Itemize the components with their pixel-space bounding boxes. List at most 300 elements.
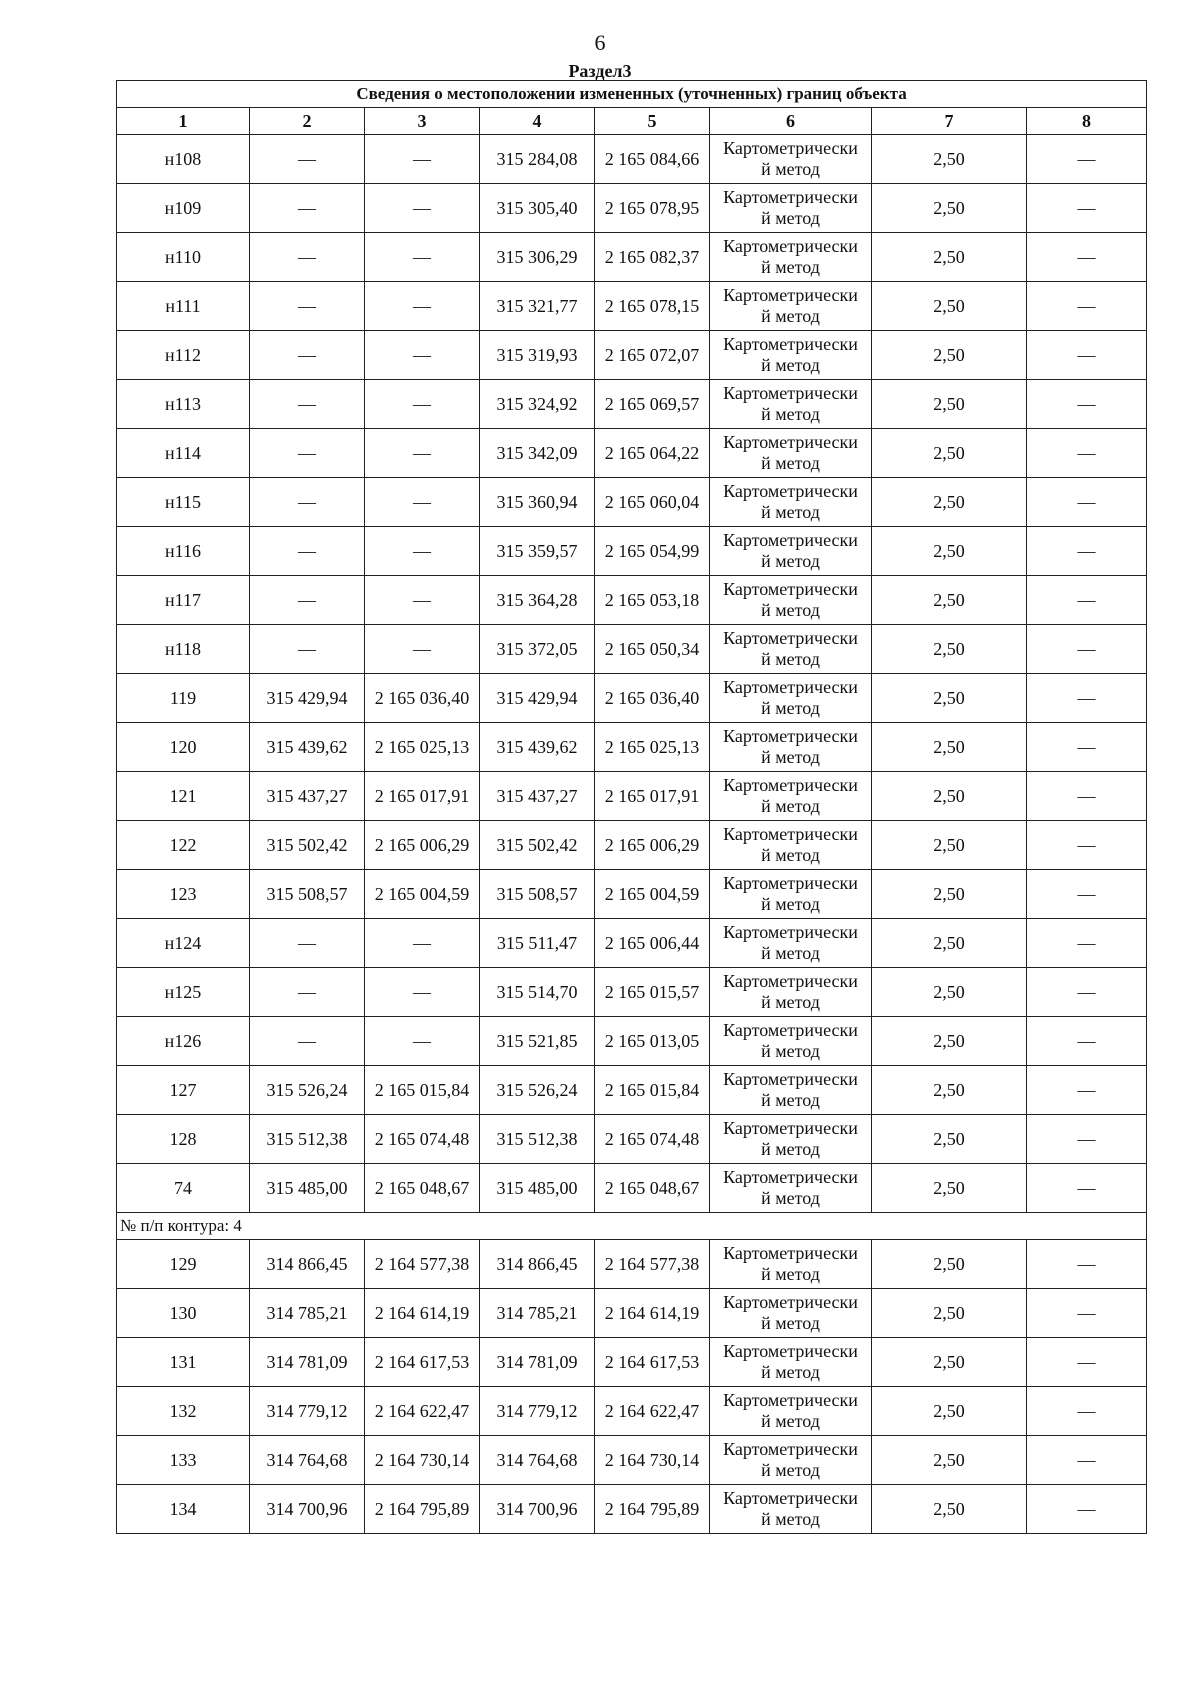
cell-col-8: —: [1027, 723, 1147, 772]
cell-col-2: 315 526,24: [250, 1066, 365, 1115]
table-row: [117, 233, 1147, 282]
cell-col-3: —: [365, 1017, 480, 1066]
page-number: 6: [594, 30, 606, 55]
cell-col-8: —: [1027, 331, 1147, 380]
cell-col-7: 2,50: [872, 821, 1027, 870]
cell-col-4: 315 306,29: [480, 233, 595, 282]
cell-col-5: 2 165 015,84: [595, 1066, 710, 1115]
cell-col-7: 2,50: [872, 135, 1027, 184]
cell-col-1: 123: [117, 870, 250, 919]
cell-col-5: 2 164 577,38: [595, 1240, 710, 1289]
cell-col-6: [710, 919, 872, 968]
cell-col-3: 2 165 015,84: [365, 1066, 480, 1115]
cell-col-3: —: [365, 331, 480, 380]
cell-col-2: —: [250, 527, 365, 576]
cell-col-1: н113: [117, 380, 250, 429]
method-line-2: й метод: [761, 1460, 820, 1480]
cell-col-3: 2 164 577,38: [365, 1240, 480, 1289]
method-line-1: Картометрически: [723, 922, 858, 942]
table-row: [117, 919, 1147, 968]
cell-col-2: 315 429,94: [250, 674, 365, 723]
cell-col-4: 315 511,47: [480, 919, 595, 968]
cell-col-3: 2 165 074,48: [365, 1115, 480, 1164]
cell-col-6: [710, 1387, 872, 1436]
method-line-2: й метод: [761, 404, 820, 424]
cell-col-4: 315 439,62: [480, 723, 595, 772]
cell-col-1: 120: [117, 723, 250, 772]
column-header-4: 4: [480, 108, 595, 135]
table-row: [117, 821, 1147, 870]
cell-col-2: —: [250, 135, 365, 184]
cell-col-5: 2 165 025,13: [595, 723, 710, 772]
cell-col-4: 315 521,85: [480, 1017, 595, 1066]
method-line-2: й метод: [761, 257, 820, 277]
cell-col-3: —: [365, 135, 480, 184]
table-row: [117, 429, 1147, 478]
cell-col-4: 315 429,94: [480, 674, 595, 723]
cell-col-5: 2 165 054,99: [595, 527, 710, 576]
cell-col-1: н126: [117, 1017, 250, 1066]
cell-col-5: 2 165 036,40: [595, 674, 710, 723]
cell-col-2: —: [250, 331, 365, 380]
cell-col-7: 2,50: [872, 674, 1027, 723]
cell-col-5: 2 165 060,04: [595, 478, 710, 527]
cell-col-1: н112: [117, 331, 250, 380]
cell-col-6: [710, 1240, 872, 1289]
cell-col-8: —: [1027, 625, 1147, 674]
contour-row: [117, 1213, 1147, 1240]
cell-col-8: —: [1027, 1387, 1147, 1436]
cell-col-8: —: [1027, 870, 1147, 919]
cell-col-7: 2,50: [872, 1485, 1027, 1534]
cell-col-6: [710, 380, 872, 429]
cell-col-8: —: [1027, 233, 1147, 282]
cell-col-2: 314 779,12: [250, 1387, 365, 1436]
cell-col-2: —: [250, 478, 365, 527]
method-line-2: й метод: [761, 698, 820, 718]
cell-col-7: 2,50: [872, 968, 1027, 1017]
cell-col-7: 2,50: [872, 1066, 1027, 1115]
cell-col-1: 119: [117, 674, 250, 723]
method-line-1: Картометрически: [723, 138, 858, 158]
cell-col-7: 2,50: [872, 576, 1027, 625]
cell-col-4: 315 512,38: [480, 1115, 595, 1164]
cell-col-7: 2,50: [872, 625, 1027, 674]
column-header-1: 1: [117, 108, 250, 135]
cell-col-7: 2,50: [872, 870, 1027, 919]
table-row: [117, 723, 1147, 772]
cell-col-3: 2 164 622,47: [365, 1387, 480, 1436]
cell-col-7: 2,50: [872, 1436, 1027, 1485]
table-row: [117, 1338, 1147, 1387]
cell-col-5: 2 165 064,22: [595, 429, 710, 478]
method-line-2: й метод: [761, 1313, 820, 1333]
method-line-1: Картометрически: [723, 1020, 858, 1040]
method-line-2: й метод: [761, 306, 820, 326]
cell-col-4: 315 526,24: [480, 1066, 595, 1115]
cell-col-3: —: [365, 282, 480, 331]
cell-col-3: 2 164 795,89: [365, 1485, 480, 1534]
cell-col-7: 2,50: [872, 723, 1027, 772]
cell-col-4: 315 508,57: [480, 870, 595, 919]
cell-col-1: н114: [117, 429, 250, 478]
cell-col-4: 315 319,93: [480, 331, 595, 380]
method-line-2: й метод: [761, 551, 820, 571]
method-line-1: Картометрически: [723, 1167, 858, 1187]
cell-col-8: —: [1027, 1115, 1147, 1164]
cell-col-8: —: [1027, 576, 1147, 625]
cell-col-3: —: [365, 527, 480, 576]
cell-col-1: 133: [117, 1436, 250, 1485]
cell-col-8: —: [1027, 1066, 1147, 1115]
cell-col-6: [710, 1017, 872, 1066]
cell-col-1: 132: [117, 1387, 250, 1436]
cell-col-3: 2 165 017,91: [365, 772, 480, 821]
method-line-1: Картометрически: [723, 824, 858, 844]
cell-col-1: н117: [117, 576, 250, 625]
method-line-2: й метод: [761, 845, 820, 865]
method-line-1: Картометрически: [723, 383, 858, 403]
cell-col-8: —: [1027, 1240, 1147, 1289]
cell-col-3: 2 164 617,53: [365, 1338, 480, 1387]
cell-col-4: 315 437,27: [480, 772, 595, 821]
cell-col-8: —: [1027, 282, 1147, 331]
table-row: [117, 135, 1147, 184]
method-line-1: Картометрически: [723, 677, 858, 697]
method-line-2: й метод: [761, 159, 820, 179]
cell-col-6: [710, 282, 872, 331]
cell-col-7: 2,50: [872, 233, 1027, 282]
method-line-2: й метод: [761, 453, 820, 473]
cell-col-6: [710, 1289, 872, 1338]
cell-col-1: н124: [117, 919, 250, 968]
cell-col-8: —: [1027, 135, 1147, 184]
cell-col-6: [710, 184, 872, 233]
cell-col-5: 2 165 004,59: [595, 870, 710, 919]
method-line-2: й метод: [761, 600, 820, 620]
method-line-2: й метод: [761, 894, 820, 914]
cell-col-1: н110: [117, 233, 250, 282]
cell-col-8: —: [1027, 478, 1147, 527]
column-header-5: 5: [595, 108, 710, 135]
table-row: [117, 1485, 1147, 1534]
cell-col-8: —: [1027, 674, 1147, 723]
method-line-2: й метод: [761, 355, 820, 375]
cell-col-4: 314 779,12: [480, 1387, 595, 1436]
cell-col-8: —: [1027, 772, 1147, 821]
method-line-2: й метод: [761, 208, 820, 228]
cell-col-4: 315 372,05: [480, 625, 595, 674]
cell-col-2: 314 781,09: [250, 1338, 365, 1387]
cell-col-4: 315 502,42: [480, 821, 595, 870]
cell-col-6: [710, 429, 872, 478]
cell-col-4: 314 781,09: [480, 1338, 595, 1387]
cell-col-5: 2 165 078,15: [595, 282, 710, 331]
table-row: [117, 331, 1147, 380]
cell-col-7: 2,50: [872, 184, 1027, 233]
method-line-2: й метод: [761, 943, 820, 963]
cell-col-4: 315 321,77: [480, 282, 595, 331]
table-row: [117, 1164, 1147, 1213]
cell-col-2: —: [250, 429, 365, 478]
cell-col-1: 131: [117, 1338, 250, 1387]
cell-col-2: —: [250, 184, 365, 233]
table-row: [117, 968, 1147, 1017]
cell-col-7: 2,50: [872, 919, 1027, 968]
method-line-2: й метод: [761, 747, 820, 767]
cell-col-6: [710, 233, 872, 282]
contour-label: № п/п контура: 4: [117, 1213, 1147, 1240]
cell-col-1: н115: [117, 478, 250, 527]
cell-col-5: 2 165 048,67: [595, 1164, 710, 1213]
method-line-1: Картометрически: [723, 1243, 858, 1263]
cell-col-8: —: [1027, 184, 1147, 233]
cell-col-7: 2,50: [872, 1164, 1027, 1213]
cell-col-1: н118: [117, 625, 250, 674]
cell-col-5: 2 165 050,34: [595, 625, 710, 674]
cell-col-3: 2 165 036,40: [365, 674, 480, 723]
cell-col-2: —: [250, 1017, 365, 1066]
cell-col-2: 314 866,45: [250, 1240, 365, 1289]
column-header-6: 6: [710, 108, 872, 135]
cell-col-5: 2 164 614,19: [595, 1289, 710, 1338]
cell-col-8: —: [1027, 1338, 1147, 1387]
cell-col-8: —: [1027, 821, 1147, 870]
cell-col-6: [710, 870, 872, 919]
cell-col-2: 315 502,42: [250, 821, 365, 870]
cell-col-5: 2 165 015,57: [595, 968, 710, 1017]
method-line-1: Картометрически: [723, 726, 858, 746]
cell-col-4: 315 514,70: [480, 968, 595, 1017]
method-line-2: й метод: [761, 1509, 820, 1529]
method-line-2: й метод: [761, 502, 820, 522]
method-line-1: Картометрически: [723, 873, 858, 893]
cell-col-6: [710, 1436, 872, 1485]
section-title: Раздел3: [568, 61, 632, 81]
cell-col-8: —: [1027, 968, 1147, 1017]
cell-col-1: н111: [117, 282, 250, 331]
cell-col-7: 2,50: [872, 1017, 1027, 1066]
cell-col-2: 315 485,00: [250, 1164, 365, 1213]
cell-col-1: 121: [117, 772, 250, 821]
table-row: [117, 625, 1147, 674]
cell-col-2: —: [250, 233, 365, 282]
cell-col-8: —: [1027, 1485, 1147, 1534]
cell-col-1: 128: [117, 1115, 250, 1164]
cell-col-7: 2,50: [872, 772, 1027, 821]
cell-col-7: 2,50: [872, 331, 1027, 380]
method-line-2: й метод: [761, 1090, 820, 1110]
cell-col-5: 2 165 074,48: [595, 1115, 710, 1164]
cell-col-3: —: [365, 184, 480, 233]
cell-col-4: 315 360,94: [480, 478, 595, 527]
cell-col-2: —: [250, 919, 365, 968]
cell-col-1: 122: [117, 821, 250, 870]
method-line-2: й метод: [761, 1411, 820, 1431]
cell-col-6: [710, 674, 872, 723]
cell-col-2: —: [250, 968, 365, 1017]
cell-col-7: 2,50: [872, 1115, 1027, 1164]
method-line-2: й метод: [761, 1264, 820, 1284]
method-line-2: й метод: [761, 796, 820, 816]
column-header-8: 8: [1027, 108, 1147, 135]
cell-col-4: 315 359,57: [480, 527, 595, 576]
cell-col-4: 315 324,92: [480, 380, 595, 429]
table-row: [117, 527, 1147, 576]
method-line-1: Картометрически: [723, 628, 858, 648]
cell-col-3: —: [365, 576, 480, 625]
method-line-2: й метод: [761, 649, 820, 669]
method-line-1: Картометрически: [723, 1341, 858, 1361]
column-header-3: 3: [365, 108, 480, 135]
cell-col-5: 2 165 084,66: [595, 135, 710, 184]
cell-col-6: [710, 135, 872, 184]
cell-col-3: —: [365, 478, 480, 527]
cell-col-6: [710, 576, 872, 625]
cell-col-6: [710, 1115, 872, 1164]
method-line-2: й метод: [761, 1139, 820, 1159]
cell-col-6: [710, 723, 872, 772]
cell-col-3: —: [365, 429, 480, 478]
table-row: [117, 282, 1147, 331]
method-line-1: Картометрически: [723, 1118, 858, 1138]
cell-col-6: [710, 527, 872, 576]
cell-col-7: 2,50: [872, 527, 1027, 576]
method-line-2: й метод: [761, 1362, 820, 1382]
method-line-2: й метод: [761, 1188, 820, 1208]
cell-col-1: 134: [117, 1485, 250, 1534]
coordinates-table: [116, 80, 1147, 1534]
cell-col-7: 2,50: [872, 1289, 1027, 1338]
cell-col-3: 2 164 730,14: [365, 1436, 480, 1485]
table-row: [117, 184, 1147, 233]
cell-col-2: 315 508,57: [250, 870, 365, 919]
method-line-2: й метод: [761, 1041, 820, 1061]
method-line-1: Картометрически: [723, 971, 858, 991]
cell-col-5: 2 165 013,05: [595, 1017, 710, 1066]
cell-col-4: 314 785,21: [480, 1289, 595, 1338]
table-row: [117, 674, 1147, 723]
cell-col-5: 2 164 795,89: [595, 1485, 710, 1534]
cell-col-6: [710, 1338, 872, 1387]
cell-col-3: —: [365, 233, 480, 282]
table-row: [117, 576, 1147, 625]
column-header-row: [117, 108, 1147, 135]
cell-col-5: 2 164 622,47: [595, 1387, 710, 1436]
table-row: [117, 1289, 1147, 1338]
column-header-2: 2: [250, 108, 365, 135]
method-line-1: Картометрически: [723, 1439, 858, 1459]
method-line-1: Картометрически: [723, 481, 858, 501]
column-header-7: 7: [872, 108, 1027, 135]
method-line-2: й метод: [761, 992, 820, 1012]
cell-col-3: 2 165 048,67: [365, 1164, 480, 1213]
cell-col-4: 315 284,08: [480, 135, 595, 184]
method-line-1: Картометрически: [723, 432, 858, 452]
cell-col-5: 2 165 053,18: [595, 576, 710, 625]
table-row: [117, 1436, 1147, 1485]
method-line-1: Картометрически: [723, 334, 858, 354]
cell-col-3: —: [365, 625, 480, 674]
cell-col-6: [710, 625, 872, 674]
table-row: [117, 478, 1147, 527]
cell-col-7: 2,50: [872, 478, 1027, 527]
cell-col-4: 315 485,00: [480, 1164, 595, 1213]
method-line-1: Картометрически: [723, 1069, 858, 1089]
cell-col-5: 2 164 617,53: [595, 1338, 710, 1387]
cell-col-7: 2,50: [872, 380, 1027, 429]
cell-col-6: [710, 968, 872, 1017]
cell-col-8: —: [1027, 380, 1147, 429]
cell-col-2: 315 512,38: [250, 1115, 365, 1164]
table-row: [117, 870, 1147, 919]
cell-col-6: [710, 1485, 872, 1534]
method-line-1: Картометрически: [723, 530, 858, 550]
table-row: [117, 1115, 1147, 1164]
cell-col-3: —: [365, 380, 480, 429]
cell-col-3: 2 165 004,59: [365, 870, 480, 919]
method-line-1: Картометрически: [723, 775, 858, 795]
cell-col-5: 2 165 006,29: [595, 821, 710, 870]
cell-col-1: н116: [117, 527, 250, 576]
cell-col-3: 2 165 006,29: [365, 821, 480, 870]
method-line-1: Картометрически: [723, 1292, 858, 1312]
cell-col-5: 2 165 006,44: [595, 919, 710, 968]
cell-col-8: —: [1027, 1017, 1147, 1066]
table-row: [117, 1387, 1147, 1436]
cell-col-8: —: [1027, 919, 1147, 968]
cell-col-5: 2 165 082,37: [595, 233, 710, 282]
cell-col-7: 2,50: [872, 282, 1027, 331]
cell-col-3: —: [365, 919, 480, 968]
cell-col-2: 314 785,21: [250, 1289, 365, 1338]
cell-col-2: —: [250, 625, 365, 674]
cell-col-2: —: [250, 380, 365, 429]
cell-col-1: н108: [117, 135, 250, 184]
table-row: [117, 772, 1147, 821]
cell-col-8: —: [1027, 1289, 1147, 1338]
cell-col-2: —: [250, 576, 365, 625]
method-line-1: Картометрически: [723, 1390, 858, 1410]
cell-col-7: 2,50: [872, 429, 1027, 478]
cell-col-1: н125: [117, 968, 250, 1017]
method-line-1: Картометрически: [723, 236, 858, 256]
cell-col-2: 315 439,62: [250, 723, 365, 772]
cell-col-8: —: [1027, 1164, 1147, 1213]
method-line-1: Картометрически: [723, 285, 858, 305]
method-line-1: Картометрически: [723, 579, 858, 599]
cell-col-4: 314 866,45: [480, 1240, 595, 1289]
cell-col-1: н109: [117, 184, 250, 233]
cell-col-2: 314 764,68: [250, 1436, 365, 1485]
cell-col-4: 315 342,09: [480, 429, 595, 478]
cell-col-4: 314 764,68: [480, 1436, 595, 1485]
table-row: [117, 380, 1147, 429]
cell-col-6: [710, 1164, 872, 1213]
cell-col-3: 2 164 614,19: [365, 1289, 480, 1338]
method-line-1: Картометрически: [723, 187, 858, 207]
cell-col-6: [710, 821, 872, 870]
table-body: [117, 135, 1147, 1534]
cell-col-7: 2,50: [872, 1240, 1027, 1289]
cell-col-5: 2 165 069,57: [595, 380, 710, 429]
cell-col-5: 2 165 078,95: [595, 184, 710, 233]
table-row: [117, 1240, 1147, 1289]
table-row: [117, 1066, 1147, 1115]
table-row: [117, 1017, 1147, 1066]
cell-col-1: 74: [117, 1164, 250, 1213]
cell-col-7: 2,50: [872, 1338, 1027, 1387]
